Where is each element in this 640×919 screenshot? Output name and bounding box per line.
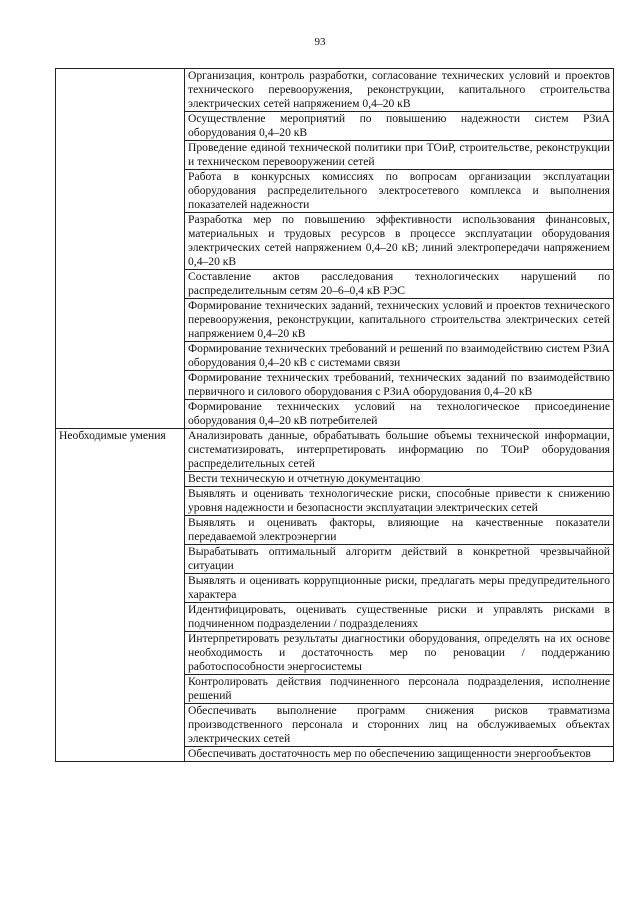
requirement-text-cell: Обеспечивать выполнение программ снижения рисков травматизма производственного персонала и сторонних лиц на обслуживаемых объектах электрических сетей <box>185 704 614 747</box>
requirement-text-cell: Разработка мер по повышению эффективности использования финансовых, материальных и трудовых ресурсов в процессе эксплуатации оборудования электрических сетей напряжением 0,4–20 кВ; линий электропередачи напряжением 0,4–20 кВ <box>185 213 614 270</box>
requirement-text-cell: Формирование технических условий на технологическое присоединение оборудования 0,4–20 кВ потребителей <box>185 400 614 429</box>
requirement-text-cell: Осуществление мероприятий по повышению надежности систем РЗиА оборудования 0,4–20 кВ <box>185 112 614 141</box>
requirement-text-cell: Работа в конкурсных комиссиях по вопросам организации эксплуатации оборудования распределительного электросетевого комплекса и выполнения показателей надежности <box>185 170 614 213</box>
requirement-text-cell: Организация, контроль разработки, согласование технических условий и проектов технического перевооружения, реконструкции, капитального строительства электрических сетей напряжением 0,4–20 кВ <box>185 69 614 112</box>
requirement-text-cell: Выявлять и оценивать технологические риски, способные привести к снижению уровня надежности и безопасности эксплуатации электрических сетей <box>185 487 614 516</box>
requirement-text-cell: Контролировать действия подчиненного персонала подразделения, исполнение решений <box>185 675 614 704</box>
table-row <box>56 429 614 472</box>
requirement-text-cell: Вести техническую и отчетную документацию <box>185 472 614 487</box>
requirement-text-cell: Формирование технических заданий, технических условий и проектов технического перевооружения, реконструкции, капитального строительства электрических сетей напряжением 0,4–20 кВ <box>185 299 614 342</box>
requirement-text-cell: Формирование технических требований и решений по взаимодействию систем РЗиА оборудования 0,4–20 кВ с системами связи <box>185 342 614 371</box>
requirement-text-cell: Выявлять и оценивать факторы, влияющие на качественные показатели передаваемой электроэнергии <box>185 516 614 545</box>
requirement-text-cell: Анализировать данные, обрабатывать большие объемы технической информации, систематизировать, интерпретировать информацию по ТОиР оборудования распределительных сетей <box>185 429 614 472</box>
section-label-cell <box>56 69 185 429</box>
page-number: 93 <box>314 36 326 48</box>
table-body <box>56 69 614 762</box>
table-row <box>56 69 614 112</box>
requirement-text-cell: Формирование технических требований, технических заданий по взаимодействию первичного и силового оборудования с РЗиА оборудования 0,4–20 кВ <box>185 371 614 400</box>
requirement-text-cell: Обеспечивать достаточность мер по обеспечению защищенности энергообъектов <box>185 747 614 762</box>
section-label-cell: Необходимые умения <box>56 429 185 762</box>
requirement-text-cell: Составление актов расследования технологических нарушений по распределительным сетям 20–6–0,4 кВ РЭС <box>185 270 614 299</box>
requirements-table <box>55 68 614 762</box>
requirement-text-cell: Вырабатывать оптимальный алгоритм действий в конкретной чрезвычайной ситуации <box>185 545 614 574</box>
requirement-text-cell: Интерпретировать результаты диагностики оборудования, определять на их основе необходимость и достаточность мер по реновации / поддержанию работоспособности энергосистемы <box>185 632 614 675</box>
requirement-text-cell: Проведение единой технической политики при ТОиР, строительстве, реконструкции и техническом перевооружении сетей <box>185 141 614 170</box>
requirement-text-cell: Идентифицировать, оценивать существенные риски и управлять рисками в подчиненном подразделении / подразделениях <box>185 603 614 632</box>
requirement-text-cell: Выявлять и оценивать коррупционные риски, предлагать меры предупредительного характера <box>185 574 614 603</box>
